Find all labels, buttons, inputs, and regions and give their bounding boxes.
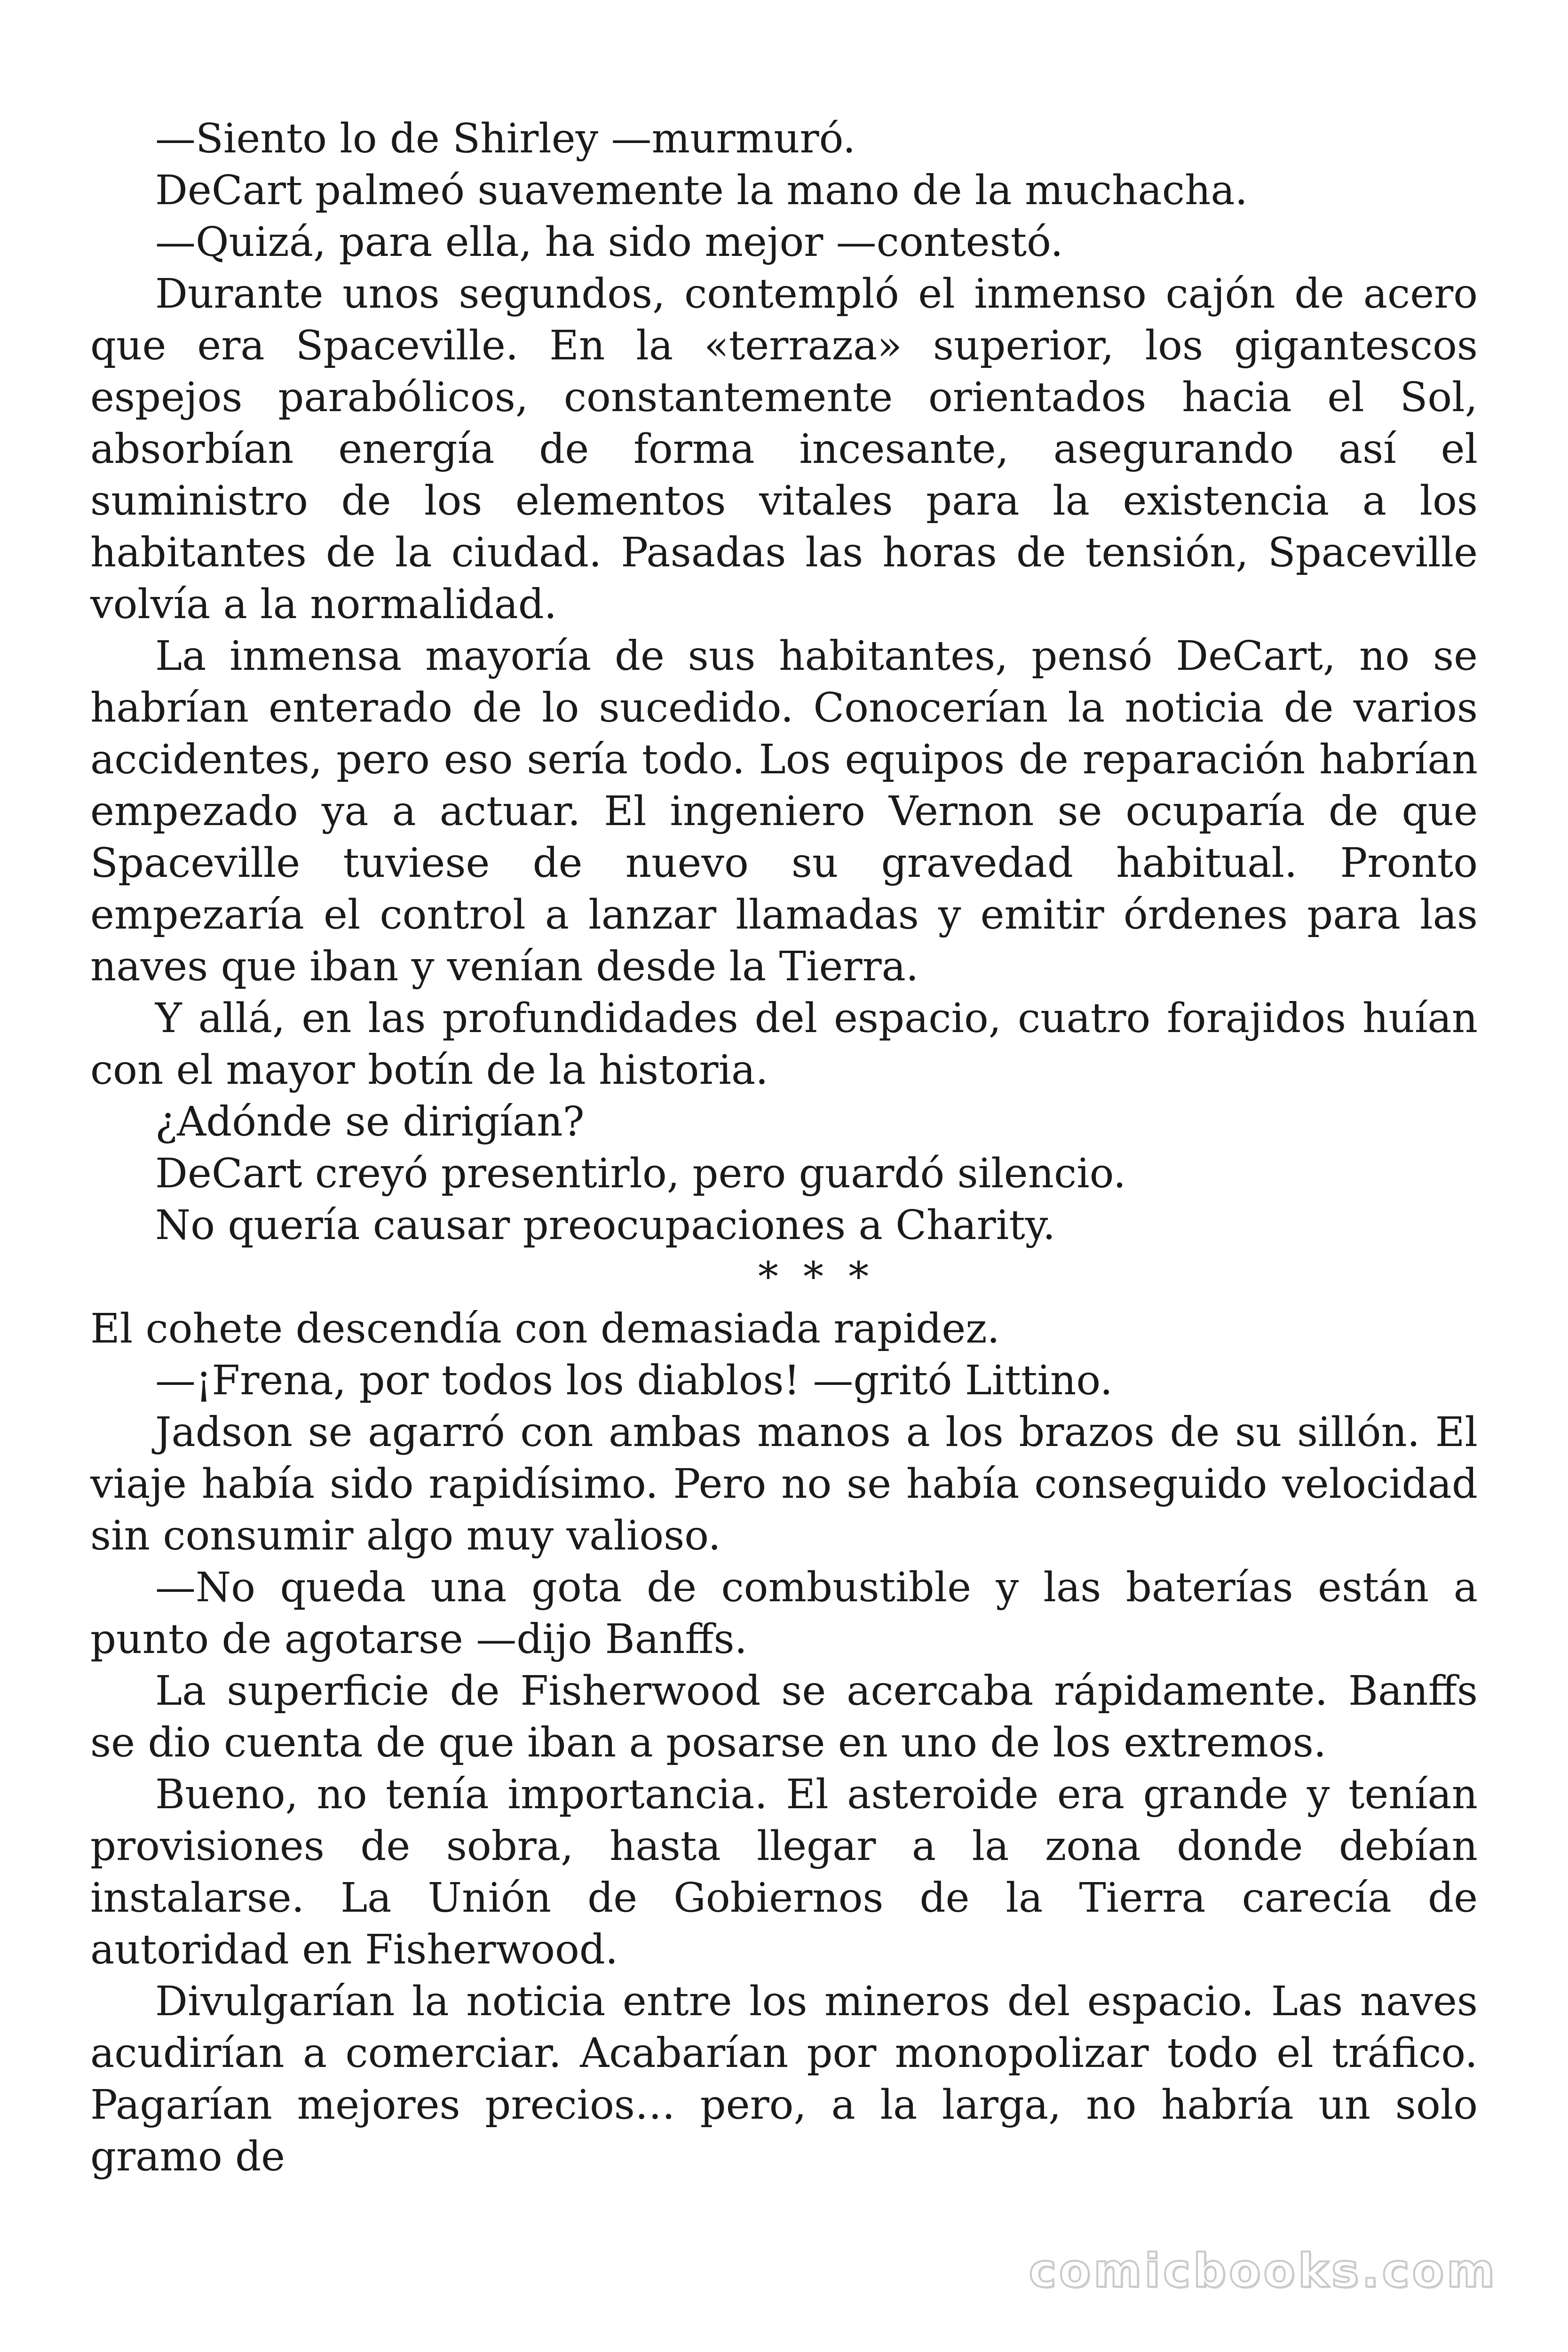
scene-break: * * * (758, 1254, 875, 1301)
paragraph: —Quizá, para ella, ha sido mejor —contestó. (155, 219, 1063, 266)
paragraph: ¿Adónde se dirigían? (155, 1098, 585, 1145)
paragraph: La superficie de Fisherwood se acercaba rápidamente. Banffs se dio cuenta de que iban a posarse en uno de los extremos. (90, 1668, 1478, 1766)
paragraph: DeCart creyó presentirlo, pero guardó silencio. (155, 1150, 1126, 1197)
paragraph: El cohete descendía con demasiada rapidez. (90, 1305, 1000, 1352)
paragraph: DeCart palmeó suavemente la mano de la muchacha. (155, 167, 1248, 214)
paragraph: Bueno, no tenía importancia. El asteroide era grande y tenían provisiones de sobra, hasta llegar a la zona donde debían instalarse. La Unión de Gobiernos de la Tierra carecía de autoridad en Fisherwood. (90, 1771, 1478, 1973)
paragraph: —¡Frena, por todos los diablos! —gritó Littino. (155, 1357, 1113, 1404)
paragraph: La inmensa mayoría de sus habitantes, pensó DeCart, no se habrían enterado de lo sucedido. Conocerían la noticia de varios accidentes, pero eso sería todo. Los equipos de reparación habrían empezado ya a actuar. El ingeniero Vernon se ocuparía de que Spaceville tuviese de nuevo su gravedad habitual. Pronto empezaría el control a lanzar llamadas y emitir órdenes para las naves que iban y venían desde la Tierra. (90, 633, 1478, 990)
paragraph: Durante unos segundos, contempló el inmenso cajón de acero que era Spaceville. En la «terraza» superior, los gigantescos espejos parabólicos, constantemente orientados hacia el Sol, absorbían energía de forma incesante, asegurando así el suministro de los elementos vitales para la existencia a los habitantes de la ciudad. Pasadas las horas de tensión, Spaceville volvía a la normalidad. (90, 270, 1478, 628)
watermark: comicbooks.com (1029, 2244, 1497, 2298)
paragraph: —No queda una gota de combustible y las baterías están a punto de agotarse —dijo Banffs. (90, 1564, 1478, 1663)
paragraph: —Siento lo de Shirley —murmuró. (155, 115, 856, 162)
paragraph: Divulgarían la noticia entre los mineros del espacio. Las naves acudirían a comerciar. Acabarían por monopolizar todo el tráfico. Pagarían mejores precios… pero, a la larga, no habría un solo gramo de (90, 1978, 1478, 2180)
paragraph: Y allá, en las profundidades del espacio, cuatro forajidos huían con el mayor botín de la historia. (90, 995, 1478, 1094)
paragraph: No quería causar preocupaciones a Charity. (155, 1202, 1056, 1249)
paragraph: Jadson se agarró con ambas manos a los brazos de su sillón. El viaje había sido rapidísimo. Pero no se había conseguido velocidad sin consumir algo muy valioso. (90, 1409, 1478, 1559)
body-text (90, 113, 1478, 2183)
